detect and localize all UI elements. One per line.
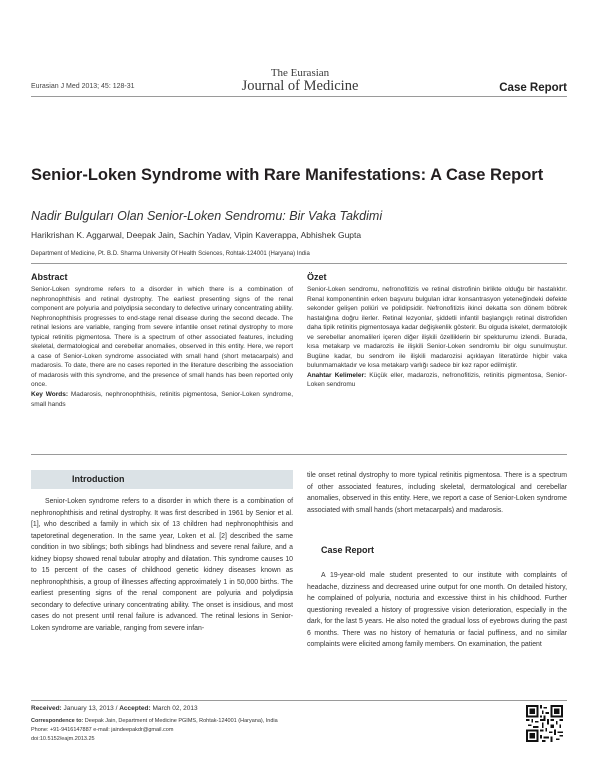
accepted-label: Accepted: bbox=[119, 705, 151, 712]
received-date: January 13, 2013 bbox=[63, 705, 114, 712]
accepted-date: March 02, 2013 bbox=[152, 705, 198, 712]
title-divider bbox=[31, 263, 567, 264]
introduction-heading: Introduction bbox=[72, 474, 125, 484]
abstract-keywords bbox=[31, 390, 293, 409]
article-title: Senior-Loken Syndrome with Rare Manifestations: A Case Report bbox=[31, 166, 544, 184]
doi: doi:10.5152/eajm.2013.25 bbox=[31, 736, 95, 742]
ozet-heading: Özet bbox=[307, 272, 327, 282]
affiliation: Department of Medicine, Pt. B.D. Sharma University Of Health Sciences, Rohtak-124001 (Haryana) India bbox=[31, 251, 310, 257]
ozet-text: Senior-Loken sendromu, nefronofitizis ve retinal distrofinin birlikte olduğu bir hastalıktır. Renal komponentinin erken başvuru bulguları idrar konsantrasyon yeteneğindeki defekte sekonder gelişen poliüri ve polidipsidir. Nefronofitizis ikinci dekatta son dönem böbrek hastalığına doğru ilerler. Retinal lezyonlar, şiddetli infantil başlangıçlı retinal distrofiden daha tipik retinitis pigmentosaya kadar değişkenlik gösterir. Bu olguda iskelet, dermatolojik ve serebellar anomalileri içeren diğer ilişkili özelliklerin bir spekturumu izlendi. Burada, kısa metakarp ve madarozis ile ilişkili Senior-Loken sendromlu bir olgu sunulmuştur. Bugüne kadar, bu sendrom ile ilişkili madarozisi açıklayan literatürde hiçbir vaka bulunmamaktadır ve kısa metakarp varlığı sadece bir kez rapor edilmiştir. bbox=[307, 286, 567, 370]
correspondence-address: Deepak Jain, Department of Medicine PGIMS, Rohtak-124001 (Haryana), India bbox=[84, 718, 278, 724]
abstract-en bbox=[31, 272, 293, 409]
journal-name-line2: Journal of Medicine bbox=[241, 78, 359, 94]
qr-code-icon bbox=[526, 705, 563, 742]
contact-phone-email: Phone: +91-9416147887 e-mail: jaindeepakdr@gmail.com bbox=[31, 727, 174, 733]
introduction-text-col2: tile onset retinal dystrophy to more typical retinitis pigmentosa. There is a spectrum of other associated features, including skeletal, dermatological and cerebellar anomalies, observed in this entity. Here, we report a case of Senior-Loken syndrome associated with small hands (short metacarpals) and madarosis. bbox=[307, 472, 567, 514]
keywords-text: Madarosis, nephronophthisis, retinitis pigmentosa, Senior-Loken syndrome, small hands bbox=[31, 391, 294, 408]
abstract-heading: Abstract bbox=[31, 272, 68, 282]
case-report-heading: Case Report bbox=[321, 545, 375, 555]
citation: Eurasian J Med 2013; 45: 128-31 bbox=[31, 83, 135, 90]
anahtar-text: Küçük eller, madarozis, nefronofitizis, retinitis pigmentosa, Senior-Loken sendromu bbox=[307, 371, 568, 389]
keywords-label: Key Words: bbox=[31, 391, 69, 399]
anahtar-label: Anahtar Kelimeler: bbox=[307, 371, 367, 379]
case-report-text: A 19-year-old male student presented to our institute with complaints of headache, dizziness and decreased urine output for one month. On detailed history, he complained of polyuria, nocturia and excessive thirst in his childhood. Further questioning revealed a history of progressive vision deterioration, especially in the dark, for the last 5 years. He also noted the gradual loss of eyebrows during the past 6 months. There was no history of hematuria or facial puffiness, and no similar complaints were elicited among family members. On examination, the patient bbox=[307, 572, 567, 648]
ozet-keywords bbox=[307, 371, 567, 390]
author-list: Harikrishan K. Aggarwal, Deepak Jain, Sachin Yadav, Vipin Kaverappa, Abhishek Gupta bbox=[31, 230, 362, 240]
journal-name-line1: The Eurasian bbox=[270, 67, 330, 79]
article-subtitle: Nadir Bulguları Olan Senior-Loken Sendromu: Bir Vaka Takdimi bbox=[31, 209, 383, 223]
correspondence bbox=[31, 717, 278, 726]
correspondence-label: Correspondence to: bbox=[31, 718, 84, 724]
abstract-tr bbox=[307, 272, 567, 390]
abstract-divider bbox=[31, 454, 567, 455]
header-divider bbox=[31, 96, 567, 97]
introduction-heading-box bbox=[31, 470, 293, 489]
article-type: Case Report bbox=[499, 82, 567, 94]
introduction-text-col1: Senior-Loken syndrome refers to a disorder in which there is a combination of nephronophthisis and retinal dystrophy. It was first described in 1961 by Senior et al. [1], who described a family in which six of 13 children had nephronophthisis and tapetoretinal degeneration. In the same year, Loken et al. [2] described the same condition in two siblings; both siblings had blindness and severe renal failure, and a kidney biopsy showed renal tubular atrophy and dilatation. This syndrome causes 10 to 15 percent of the cases of childhood genetic kidney diseases known as nephronophthisis, a group of illnesses affecting approximately 1 in 50,000 births. The earliest presenting signs of the renal component are polyuria and polydipsia secondary to defective urinary concentrating ability. The onset is insidious, and most cases do not present until renal failure is advanced. The retinal lesions in Senior-Loken syndrome are variable, ranging from severe infan- bbox=[31, 498, 293, 632]
footer-divider bbox=[31, 700, 567, 701]
received-label: Received: bbox=[31, 705, 62, 712]
correspondence-block bbox=[31, 717, 278, 744]
received-accepted: Received: January 13, 2013 / Accepted: March 02, 2013 bbox=[31, 705, 198, 712]
abstract-text: Senior-Loken syndrome refers to a disorder in which there is a combination of nephronophthisis and retinal dystrophy. The earliest presenting signs of the renal component are polyuria and polydipsia secondary to defective urinary concentrating ability. Nephronophthisis progresses to end-stage renal disease during the second decade. The retinal lesions are variable, ranging from severe infantile onset retinal dystrophy to more typical retinitis pigmentosa. There is a spectrum of other associated features, including skeletal, dermatological and cerebellar anomalies, observed in this entity. Here, we report a case of Senior-Loken syndrome associated with small hand (short metacarpals) and madarosis. To date, there are no cases reported in the literature describing the association of madarosis with this syndrome, and the presence of small hands has been reported only once. bbox=[31, 286, 293, 389]
